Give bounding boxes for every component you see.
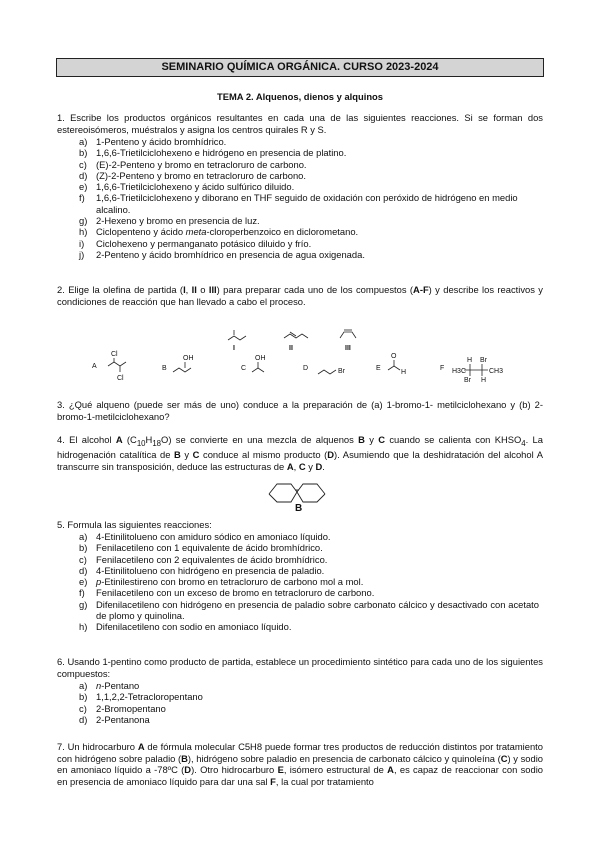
olefin-i-structure — [228, 336, 246, 340]
label-i: I — [233, 345, 235, 352]
list-item: a) 4-Etinilitolueno con amiduro sódico en amoniaco líquido. — [79, 531, 331, 542]
list-item: i) Ciclohexeno y permanganato potásico diluido y frío. — [79, 237, 312, 249]
question-5-list — [79, 531, 539, 633]
label-ii: II — [289, 345, 293, 352]
label-f: F — [440, 365, 445, 372]
question-6-list — [79, 680, 539, 725]
list-item: c) Fenilacetileno con 2 equivalentes de ácido bromhídrico. — [79, 553, 328, 565]
label-e: E — [376, 365, 381, 372]
list-item: d) (Z)-2-Penteno y bromo en tetracloruro de carbono. — [79, 169, 306, 181]
list-item: h) Difenilacetileno con sodio en amoniaco líquido. — [79, 621, 292, 633]
atom-o: O — [391, 353, 397, 360]
figure-label-b: B — [295, 503, 303, 514]
list-item: a) n-Pentano — [79, 680, 140, 691]
document-title: SEMINARIO QUÍMICA ORGÁNICA. CURSO 2023-2024 — [56, 58, 544, 77]
atom-h: H — [467, 357, 473, 364]
list-item: b) 1,1,2,2-Tetracloropentano — [79, 691, 203, 703]
label-iii: III — [345, 345, 351, 352]
question-7-text: 7. Un hidrocarburo A de fórmula molecular C5H8 puede formar tres productos de reducción distintos por tratamiento con hidrógeno sobre paladio (B), hidrógeno sobre paladio en presencia de carbonato cálcico y quinoleína (C) y sodio en amoniaco líquido a -78ºC (D). Otro hidrocarburo E, isómero estructural de A, es capaz de reaccionar con sodio en presencia de amoniaco líquido para dar una sal F, la cual por tratamiento — [57, 741, 544, 787]
atom-oh: OH — [255, 355, 266, 362]
product-d-structure — [318, 370, 336, 374]
product-a-structure — [108, 362, 126, 366]
label-c: C — [241, 365, 247, 372]
list-item: g) Difenilacetileno con hidrógeno en presencia de paladio sobre carbonato cálcico y desactivado con acetato de plomo y quinolina. — [79, 598, 539, 622]
question-2-structures — [0, 318, 600, 390]
list-item: c) (E)-2-Penteno y bromo en tetracloruro de carbono. — [79, 158, 307, 170]
topic-subtitle: TEMA 2. Alquenos, dienos y alquinos — [217, 91, 383, 102]
question-4-text: 4. El alcohol A $(C_{10}H_{18}O)$ se convierte en una mezcla de alquenos B y C cuando se calienta con $KHSO_4$. La hidrogenación catalítica de B y C conduce al mismo producto (D). Asumiendo que la deshidratación del alcohol A transcurre sin transposición, deduce las estructuras de A, C y D. — [57, 434, 544, 473]
atom-cl: Cl — [111, 351, 118, 358]
atom-cl: Cl — [117, 375, 124, 382]
product-c-structure — [252, 368, 264, 372]
list-item: j) 2-Penteno y ácido bromhídrico en presencia de agua oxigenada. — [79, 248, 365, 260]
list-item: d) 4-Etinilitolueno con hidrógeno en presencia de paladio. — [79, 564, 325, 576]
question-1-list — [79, 136, 539, 260]
list-item: b) Fenilacetileno con 1 equivalente de ácido bromhídrico. — [79, 542, 323, 554]
question-3-text: 3. ¿Qué alqueno (puede ser más de uno) conduce a la preparación de (a) 1-bromo-1- metilciclohexano y (b) 2-bromo-1-metilciclohexano? — [57, 399, 543, 422]
atom-br: Br — [338, 368, 345, 375]
list-item: e) 1,6,6-Trietilciclohexeno y ácido sulfúrico diluido. — [79, 181, 295, 193]
question-6-intro: 6. Usando 1-pentino como producto de partida, establece un procedimiento sintético para cada uno de los siguientes compuestos: — [57, 656, 543, 679]
atom-h: H — [401, 369, 407, 376]
olefin-iii-structure — [340, 332, 356, 338]
atom-br: Br — [464, 377, 471, 384]
list-item: h) Ciclopenteno y ácido meta-cloroperbenzoico en diclorometano. — [79, 226, 359, 238]
list-item: a) 1-Penteno y ácido bromhídrico. — [79, 136, 227, 147]
list-item: d) 2-Pentanona — [79, 713, 150, 725]
label-d: D — [303, 365, 309, 372]
atom-br: Br — [480, 357, 487, 364]
question-5-intro: 5. Formula las siguientes reacciones: — [57, 519, 212, 530]
question-1-intro: 1. Escribe los productos orgánicos resultantes en cada una de las siguientes reacciones. Si se forman dos estereoisómeros, muéstralos y asigna los centros quirales R y S. — [57, 112, 543, 135]
product-e-structure — [388, 366, 400, 370]
atom-h: H — [481, 377, 487, 384]
alkene-b-structure — [255, 472, 345, 514]
atom-h3c: H3C — [452, 368, 467, 375]
label-b: B — [162, 365, 167, 372]
list-item: c) 2-Bromopentano — [79, 702, 166, 714]
atom-oh: OH — [183, 355, 194, 362]
question-2-text: 2. Elige la olefina de partida (I, II o III) para preparar cada uno de los compuestos (A-F) y describe los reactivos y condiciones de reacción que han llevado a cabo el proceso. — [57, 284, 543, 307]
list-item: b) 1,6,6-Trietilciclohexeno e hidrógeno en presencia de platino. — [79, 147, 347, 159]
label-a: A — [92, 363, 97, 370]
list-item: f) Fenilacetileno con un exceso de bromo en tetracloruro de carbono. — [79, 587, 375, 599]
atom-ch3: CH3 — [489, 368, 504, 375]
list-item: g) 2-Hexeno y bromo en presencia de luz. — [79, 215, 260, 227]
product-b-structure — [173, 368, 191, 372]
list-item: e) p-Etinilestireno con bromo en tetracloruro de carbono mol a mol. — [79, 576, 364, 588]
list-item: f) 1,6,6-Trietilciclohexeno y diborano en THF seguido de oxidación con peróxido de hidrógeno en medio alcalino. — [79, 192, 518, 215]
